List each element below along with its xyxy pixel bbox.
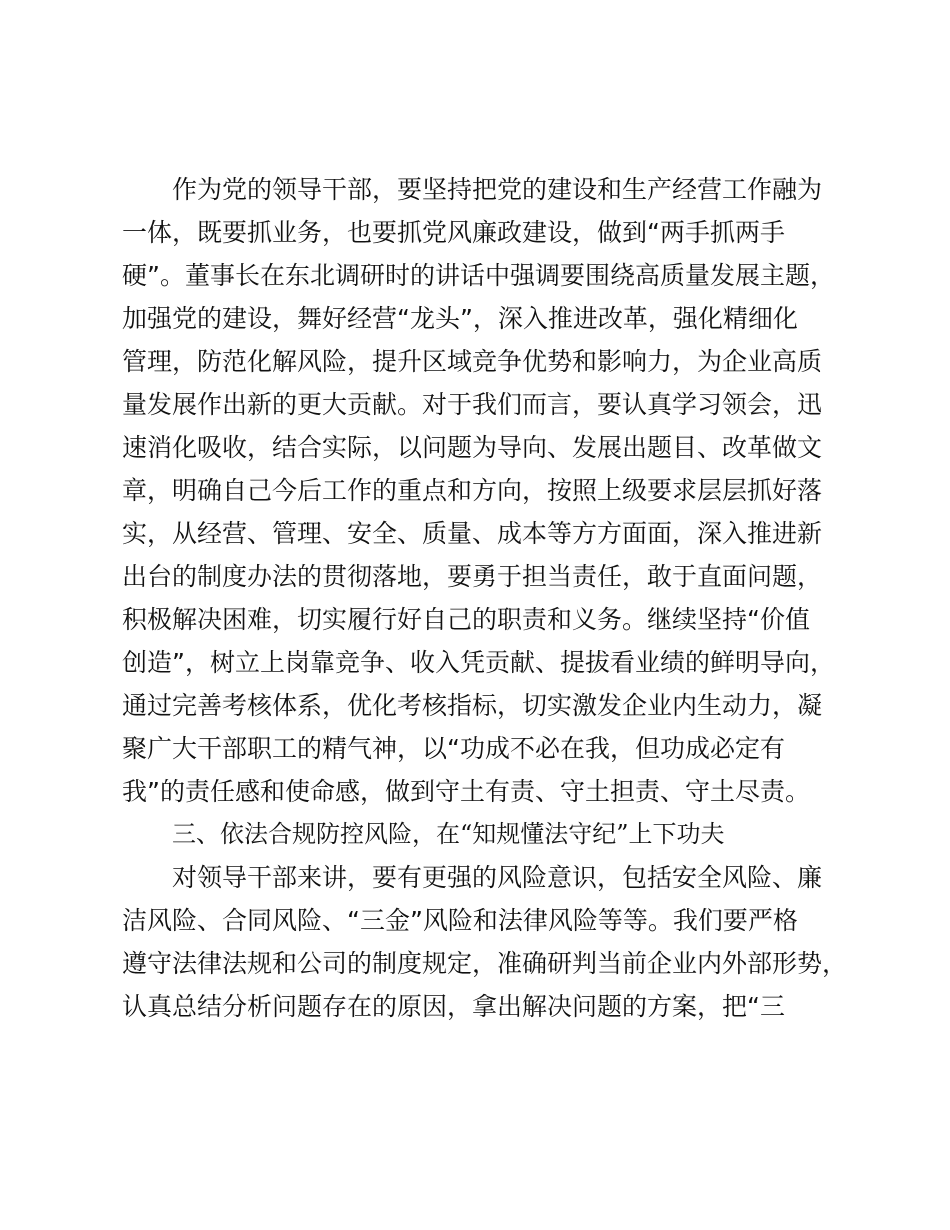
- paragraph-line: 对领导干部来讲，要有更强的风险意识，包括安全风险、廉: [172, 863, 823, 892]
- paragraph-line: 积极解决困难，切实履行好自己的职责和义务。继续坚持“价值: [122, 605, 810, 634]
- paragraph-line: 一体，既要抓业务，也要抓党风廉政建设，做到“两手抓两手: [122, 218, 785, 247]
- paragraph-line: 作为党的领导干部，要坚持把党的建设和生产经营工作融为: [172, 175, 823, 204]
- paragraph-line: 遵守法律法规和公司的制度规定，准确研判当前企业内外部形势，: [122, 949, 848, 978]
- paragraph-line: 通过完善考核体系，优化考核指标，切实激发企业内生动力，凝: [122, 691, 823, 720]
- body-text: [122, 168, 848, 1028]
- paragraph-line: 量发展作出新的更大贡献。对于我们而言，要认真学习领会，迅: [122, 390, 823, 419]
- paragraph-line: 聚广大干部职工的精气神，以“功成不必在我，但功成必定有: [122, 734, 785, 763]
- paragraph-line: 我”的责任感和使命感，做到守土有责、守土担责、守土尽责。: [122, 777, 810, 806]
- paragraph-line: 硬”。董事长在东北调研时的讲话中强调要围绕高质量发展主题，: [122, 261, 835, 290]
- paragraph-line: 管理，防范化解风险，提升区域竞争优势和影响力，为企业高质: [122, 347, 823, 376]
- paragraph-line: 实，从经营、管理、安全、质量、成本等方方面面，深入推进新: [122, 519, 823, 548]
- paragraph-line: 出台的制度办法的贯彻落地，要勇于担当责任，敢于直面问题，: [122, 562, 823, 591]
- paragraph-line: 创造”，树立上岗靠竞争、收入凭贡献、提拔看业绩的鲜明导向，: [122, 648, 835, 677]
- paragraph-line: 章，明确自己今后工作的重点和方向，按照上级要求层层抓好落: [122, 476, 823, 505]
- paragraph-line: 洁风险、合同风险、“三金”风险和法律风险等等。我们要严格: [122, 906, 798, 935]
- section-heading: 三、依法合规防控风险，在“知规懂法守纪”上下功夫: [172, 820, 725, 848]
- paragraph-line: 加强党的建设，舞好经营“龙头”，深入推进改革，强化精细化: [122, 304, 798, 333]
- paragraph-line: 速消化吸收，结合实际，以问题为导向、发展出题目、改革做文: [122, 433, 823, 462]
- paragraph-line: 认真总结分析问题存在的原因，拿出解决问题的方案，把“三: [122, 992, 785, 1021]
